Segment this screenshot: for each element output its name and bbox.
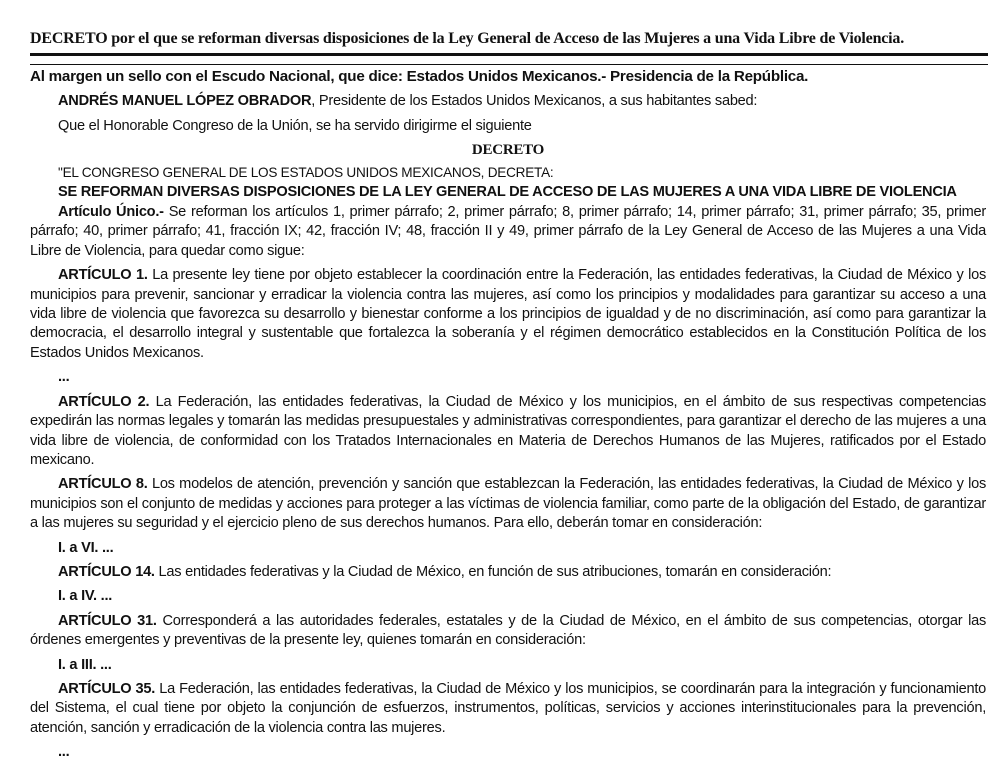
article-label: ARTÍCULO 1. [58, 267, 148, 284]
congress-line: Que el Honorable Congreso de la Unión, se ha servido dirigirme el siguiente [58, 117, 532, 134]
article-text: La presente ley tiene por objeto establecer la coordinación entre la Federación, las entidades federativas, la Ciudad de México y los municipios para prevenir, sancionar y erradicar la violencia contra las mujeres, así como los principios y modalidades para garantizar su acceso a una vida libre de violencia que favorezca su desarrollo y bienestar conforme a los principios de igualdad y de no discriminación, así como para garantizar la democracia, el desarrollo integral y sustentable que fortalezca la soberanía y el régimen democrático establecidos en la Constitución Política de los Estados Unidos Mexicanos. [30, 267, 986, 361]
fractions-note: I. a III. ... [58, 656, 112, 673]
article-label: ARTÍCULO 8. [58, 476, 148, 493]
article-text: Los modelos de atención, prevención y sanción que establezcan la Federación, las entidades federativas, la Ciudad de México y los municipios son el conjunto de medidas y acciones para proteger a las víctimas de violencia familiar, como parte de la obligación del Estado, de garantizar a las mujeres su seguridad y el ejercicio pleno de sus derechos humanos. Para ello, deberán tomar en consideración: [30, 476, 986, 532]
divider [30, 64, 988, 65]
decree-heading: DECRETO [471, 142, 545, 159]
article-8 [30, 475, 986, 533]
article-label: ARTÍCULO 2. [58, 393, 150, 410]
article-31 [30, 612, 986, 651]
fractions-note: I. a IV. ... [58, 588, 113, 605]
article-2 [30, 393, 986, 471]
president-paragraph [30, 92, 986, 111]
article-14 [30, 563, 986, 582]
article-1 [30, 266, 986, 363]
title-rule [30, 53, 988, 56]
ellipsis: ... [58, 369, 70, 386]
article-label: ARTÍCULO 31. [58, 612, 157, 629]
decreta-line: "EL CONGRESO GENERAL DE LOS ESTADOS UNIDOS MEXICANOS, DECRETA: [58, 164, 554, 180]
articulo-unico-text: Se reforman los artículos 1, primer párrafo; 2, primer párrafo; 8, primer párrafo; 14, primer párrafo; 31, primer párrafo; 35, primer párrafo; 40, primer párrafo; 41, fracción IX; 42, fracción IV; 48, fracción II y 49, primer párrafo de la Ley General de Acceso de las Mujeres a una Vida Libre de Violencia, para quedar como sigue: [30, 204, 986, 259]
president-text: , Presidente de los Estados Unidos Mexicanos, a sus habitantes sabed: [311, 93, 758, 110]
article-label: ARTÍCULO 14. [58, 563, 155, 580]
article-label: ARTÍCULO 35. [58, 680, 156, 697]
fractions-note: I. a VI. ... [58, 539, 114, 556]
article-text: Las entidades federativas y la Ciudad de México, en función de sus atribuciones, tomarán en consideración: [154, 563, 832, 580]
article-text: La Federación, las entidades federativas, la Ciudad de México y los municipios, se coordinarán para la integración y funcionamiento del Sistema, el cual tiene por objeto la conjunción de esfuerzos, instrumentos, políticas, servicios y acciones interinstitucionales para la prevención, atención, sanción y erradicación de la violencia contra las mujeres. [30, 680, 986, 736]
reform-heading: SE REFORMAN DIVERSAS DISPOSICIONES DE LA LEY GENERAL DE ACCESO DE LAS MUJERES A UNA VIDA LIBRE DE VIOLENCIA [58, 184, 957, 201]
document-body [30, 67, 986, 768]
margin-note: Al margen un sello con el Escudo Nacional, que dice: Estados Unidos Mexicanos.- Presidencia de la República. [30, 68, 809, 85]
articulo-unico [30, 203, 986, 261]
articulo-unico-label: Artículo Único.- [58, 204, 164, 221]
article-text: Corresponderá a las autoridades federales, estatales y de la Ciudad de México, en el ámbito de sus competencias, otorgar las órdenes emergentes y preventivas de la presente ley, quienes tomarán en consideración: [30, 612, 986, 649]
ellipsis: ... [58, 744, 70, 761]
document-title: DECRETO por el que se reforman diversas disposiciones de la Ley General de Acceso de las Mujeres a una Vida Libre de Violencia. [30, 30, 905, 47]
article-35 [30, 680, 986, 738]
president-name: ANDRÉS MANUEL LÓPEZ OBRADOR [58, 93, 312, 110]
article-text: La Federación, las entidades federativas, la Ciudad de México y los municipios, en el ámbito de sus respectivas competencias expedirán las normas legales y tomarán las medidas presupuestales y administrativas correspondientes, para garantizar el derecho de las mujeres a una vida libre de violencia, de conformidad con los Tratados Internacionales en Materia de Derechos Humanos de las Mujeres, ratificados por el Estado mexicano. [30, 393, 986, 468]
